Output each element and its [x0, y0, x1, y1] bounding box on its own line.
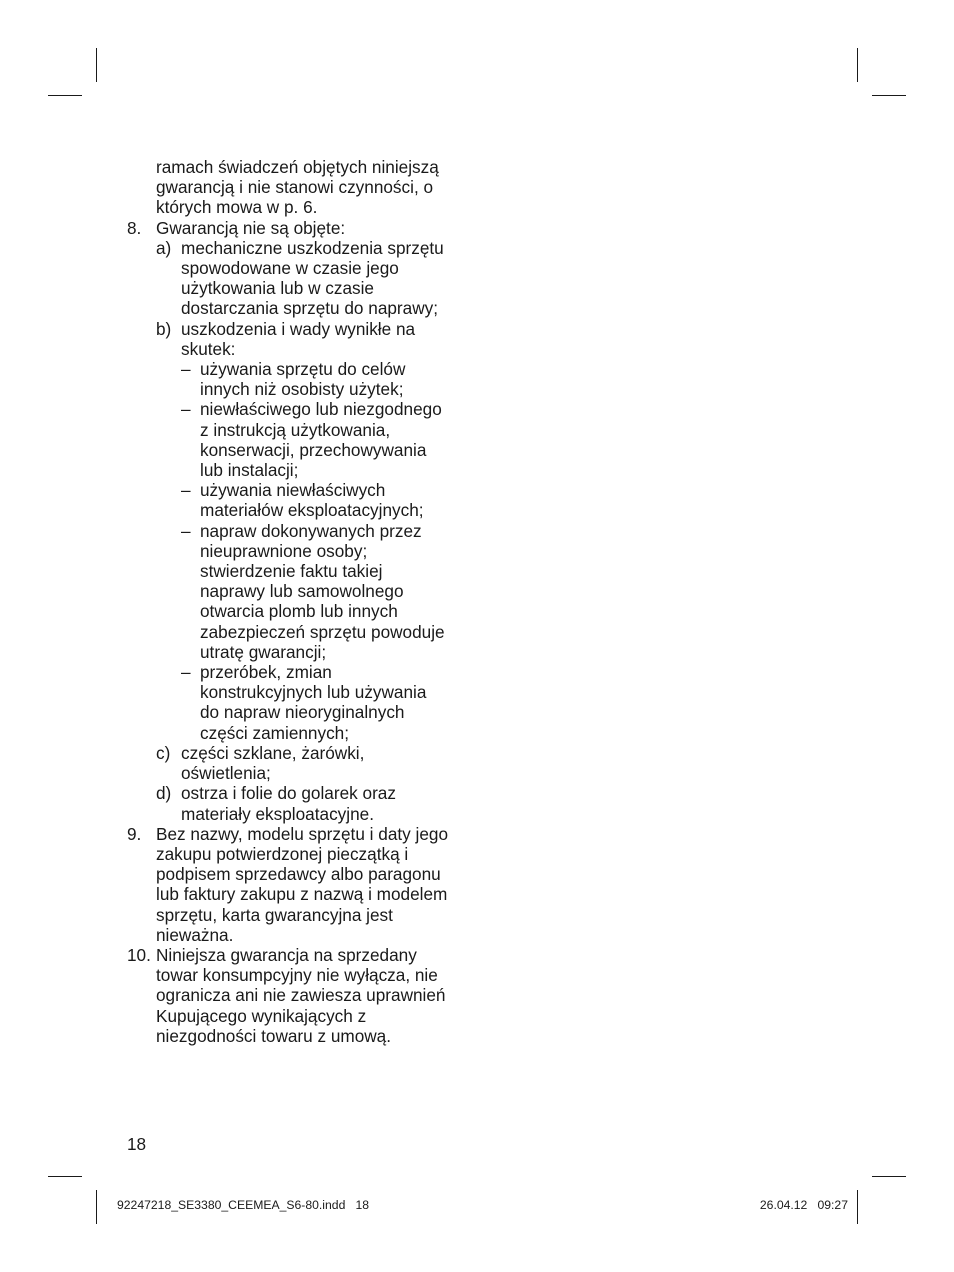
text-line: napraw dokonywanych przez [200, 520, 422, 541]
text-line: uszkodzenia i wady wynikłe na [181, 318, 416, 339]
text-line: lub instalacji; [200, 460, 299, 481]
sub-item-letter: d) [156, 783, 172, 804]
dash-mark: – [181, 399, 191, 420]
list-item-10 [127, 945, 472, 1046]
text-line: konstrukcyjnych lub używania [200, 682, 427, 703]
text-line: używania sprzętu do celów [200, 359, 406, 380]
text-line: mechaniczne uszkodzenia sprzętu [181, 237, 444, 258]
dash-item [181, 662, 472, 743]
text-line: oświetlenia; [181, 763, 271, 784]
dash-mark: – [181, 520, 191, 541]
item-lead: Gwarancją nie są objęte: [156, 217, 346, 238]
text-line: materiały eksploatacyjne. [181, 803, 374, 824]
footer-date-time: 26.04.12 09:27 [759, 1198, 848, 1212]
dash-mark: – [181, 359, 191, 380]
text-line: innych niż osobisty użytek; [200, 379, 404, 400]
text-line: nieuprawnione osoby; [200, 540, 368, 561]
crop-mark-top-left-horizontal [48, 95, 82, 96]
text-line: otwarcia plomb lub innych [200, 601, 398, 622]
text-line: których mowa w p. 6. [156, 197, 318, 218]
text-line: ogranicza ani nie zawiesza uprawnień [156, 985, 446, 1006]
text-line: części zamiennych; [200, 722, 350, 743]
text-line: używania niewłaściwych [200, 480, 386, 501]
sub-item-letter: c) [156, 742, 171, 763]
text-line: do napraw nieoryginalnych [200, 702, 405, 723]
list-item-8 [127, 218, 472, 824]
crop-mark-bottom-left-horizontal [48, 1176, 82, 1177]
text-line: stwierdzenie faktu takiej [200, 561, 383, 582]
text-line: Kupującego wynikających z [156, 1005, 367, 1026]
footer-file-slug: 92247218_SE3380_CEEMEA_S6-80.indd 18 [117, 1198, 370, 1212]
item-number: 8. [127, 217, 142, 238]
text-line: naprawy lub samowolnego [200, 581, 404, 602]
dash-mark: – [181, 662, 191, 683]
sub-item-letter: a) [156, 237, 172, 258]
text-line: zakupu potwierdzonej pieczątką i [156, 843, 409, 864]
dash-mark: – [181, 480, 191, 501]
sub-item-c [156, 743, 472, 783]
text-line: materiałów eksploatacyjnych; [200, 500, 424, 521]
crop-mark-top-right-vertical [857, 48, 858, 82]
text-line: zabezpieczeń sprzętu powoduje [200, 621, 445, 642]
text-line: niezgodności towaru z umową. [156, 1025, 392, 1046]
sub-item-letter: b) [156, 318, 172, 339]
text-line: części szklane, żarówki, [181, 742, 365, 763]
item-number: 9. [127, 823, 142, 844]
item-number: 10. [127, 944, 151, 965]
text-line: sprzętu, karta gwarancyjna jest [156, 904, 393, 925]
text-line: utratę gwarancji; [200, 641, 327, 662]
text-line: Niniejsza gwarancja na sprzedany [156, 944, 417, 965]
crop-mark-bottom-right-vertical [857, 1190, 858, 1224]
dash-item [181, 480, 472, 520]
text-line: Bez nazwy, modelu sprzętu i daty jego [156, 823, 449, 844]
text-line: podpisem sprzedawcy albo paragonu [156, 864, 441, 885]
text-line: dostarczania sprzętu do naprawy; [181, 298, 438, 319]
text-line: spowodowane w czasie jego [181, 258, 399, 279]
crop-mark-bottom-right-horizontal [872, 1176, 906, 1177]
text-line: przeróbek, zmian [200, 662, 332, 683]
text-line: użytkowania lub w czasie [181, 278, 374, 299]
sub-item-b [156, 319, 472, 743]
warranty-text-column [127, 157, 472, 1046]
text-line: ramach świadczeń objętych niniejszą [156, 157, 439, 177]
text-line: skutek: [181, 338, 236, 359]
crop-mark-top-left-vertical [96, 48, 97, 82]
text-line: gwarancją i nie stanowi czynności, o [156, 177, 434, 198]
dash-item [181, 521, 472, 662]
sub-item-d [156, 783, 472, 823]
list-item-9 [127, 824, 472, 945]
text-line: z instrukcją użytkowania, [200, 419, 391, 440]
page-number: 18 [127, 1134, 147, 1154]
continuation-paragraph [127, 157, 472, 218]
sub-item-a [156, 238, 472, 319]
text-line: towar konsumpcyjny nie wyłącza, nie [156, 965, 438, 986]
text-line: ostrza i folie do golarek oraz [181, 783, 396, 804]
text-line: nieważna. [156, 924, 234, 945]
text-line: konserwacji, przechowywania [200, 439, 427, 460]
crop-mark-top-right-horizontal [872, 95, 906, 96]
dash-item [181, 399, 472, 480]
text-line: niewłaściwego lub niezgodnego [200, 399, 442, 420]
text-line: lub faktury zakupu z nazwą i modelem [156, 884, 448, 905]
dash-item [181, 359, 472, 399]
crop-mark-bottom-left-vertical [96, 1190, 97, 1224]
